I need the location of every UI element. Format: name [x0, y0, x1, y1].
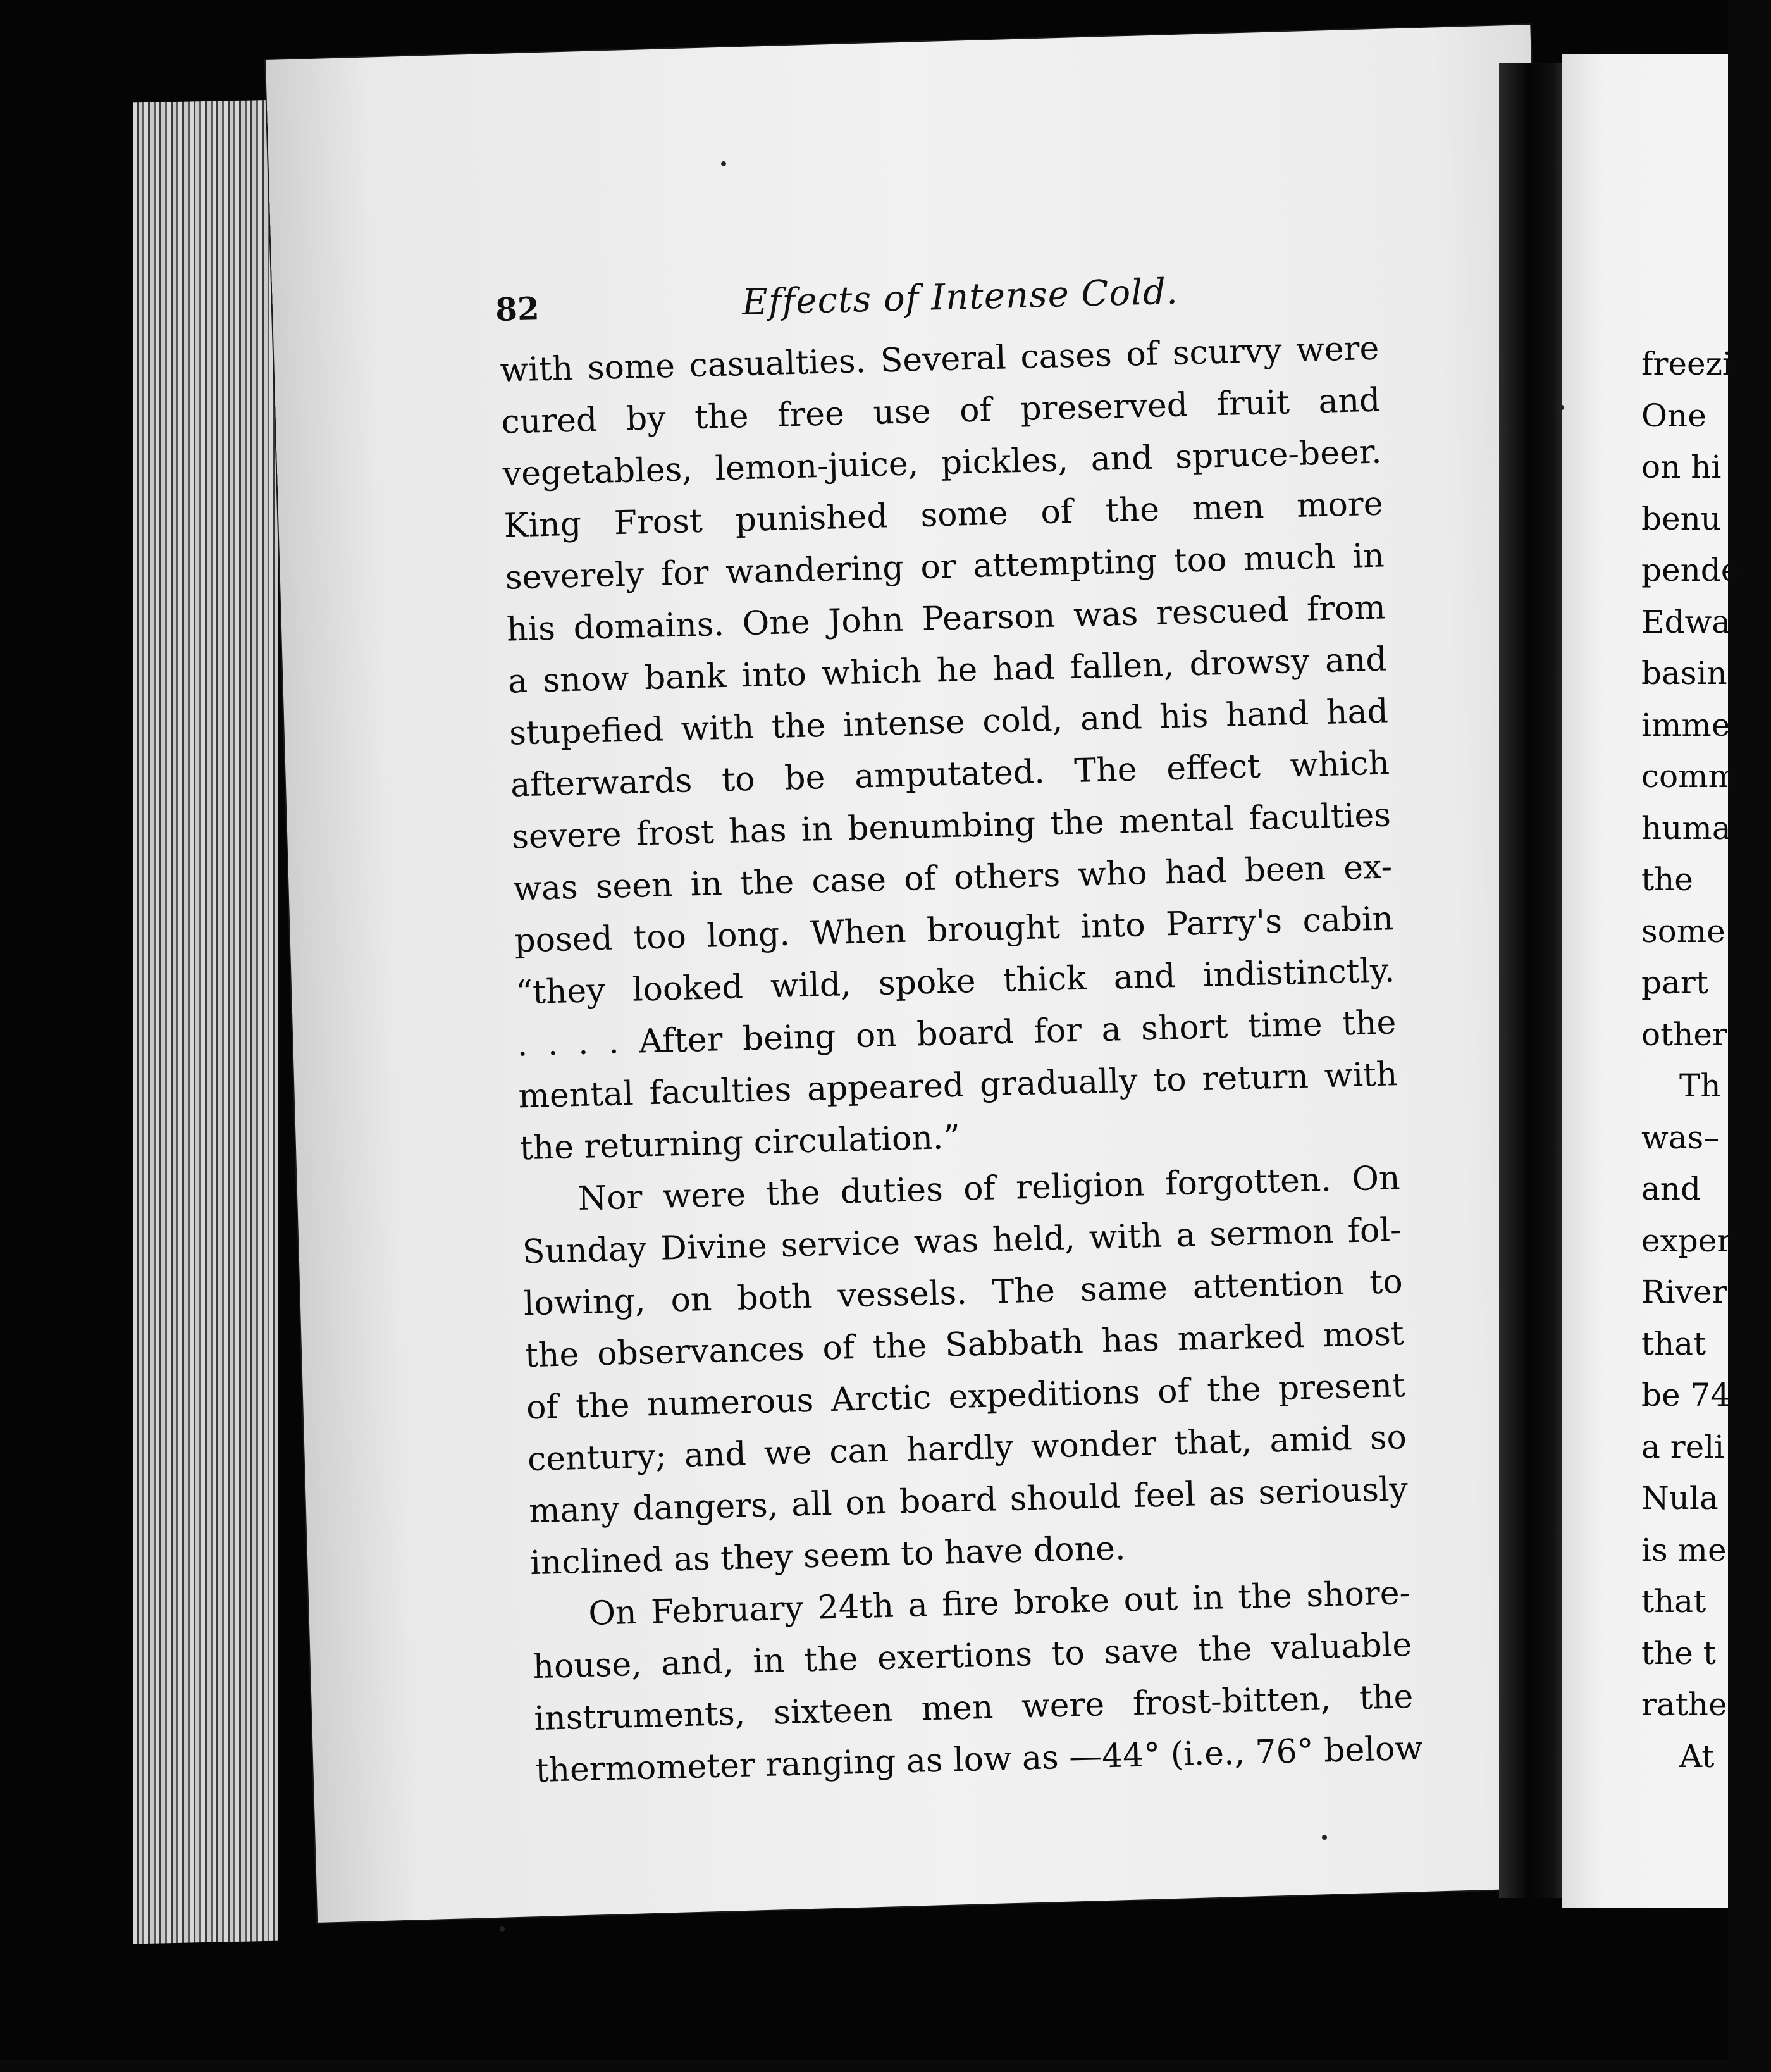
- text-line: on hi: [1641, 449, 1722, 485]
- text-line: with some casualties. Several cases of scurvy were: [499, 329, 1379, 390]
- body-text: [499, 323, 1424, 1797]
- text-line: was–: [1641, 1119, 1720, 1156]
- text-line: vegetables, lemon-juice, pickles, and spruce-beer.: [502, 433, 1383, 493]
- text-line: that: [1641, 1583, 1706, 1620]
- text-line: the observances of the Sabbath has marked most: [524, 1315, 1405, 1375]
- text-line: part: [1641, 964, 1708, 1001]
- text-line: . . . . After being on board for a short time the: [516, 1003, 1397, 1064]
- text-line: mental faculties appeared gradually to return with: [517, 1055, 1398, 1116]
- text-line: “they looked wild, spoke thick and indistinctly.: [515, 952, 1395, 1012]
- text-line: is me: [1641, 1531, 1727, 1568]
- text-line: lowing, on both vessels. The same attention to: [523, 1263, 1404, 1324]
- text-line: comm: [1641, 758, 1738, 795]
- text-line: Nor were the duties of religion forgotten. On: [577, 1159, 1401, 1219]
- text-line: pende: [1641, 552, 1740, 588]
- text-line: severely for wandering or attempting too much in: [505, 537, 1385, 597]
- text-line: a reli: [1641, 1428, 1725, 1465]
- text-line: be 74: [1641, 1377, 1731, 1413]
- text-line: thermometer ranging as low as —44° (i.e., 76° below: [534, 1729, 1424, 1790]
- text-line: the: [1641, 861, 1693, 898]
- text-line: other: [1641, 1015, 1727, 1053]
- text-line: On February 24th a fire broke out in the shore-: [588, 1573, 1411, 1633]
- text-line: One: [1641, 397, 1706, 434]
- dust-speck: [1322, 1835, 1327, 1840]
- text-line: River: [1641, 1274, 1727, 1310]
- text-line: Nula: [1641, 1480, 1719, 1517]
- text-line: was seen in the case of others who had been ex-: [512, 848, 1393, 909]
- text-line: posed too long. When brought into Parry's cabin: [514, 900, 1394, 960]
- text-line: basin: [1641, 655, 1727, 692]
- text-line: Edwa: [1641, 603, 1731, 640]
- text-line: severe frost has in benumbing the mental faculties: [511, 796, 1392, 857]
- page-number: 82: [495, 290, 540, 328]
- text-line: and: [1641, 1170, 1701, 1207]
- text-line: a snow bank into which he had fallen, drowsy and: [507, 640, 1388, 701]
- text-line: rathe: [1641, 1686, 1727, 1723]
- text-line: huma: [1641, 809, 1731, 847]
- text-line: stupefied with the intense cold, and his hand had: [509, 692, 1389, 753]
- text-line: At: [1679, 1737, 1715, 1775]
- text-line: exper: [1641, 1222, 1732, 1259]
- running-head: Effects of Intense Cold.: [741, 271, 1179, 324]
- dust-speck: [1559, 405, 1564, 410]
- text-line: imme: [1641, 706, 1731, 743]
- text-line: inclined as they seem to have done.: [529, 1529, 1126, 1583]
- text-line: instruments, sixteen men were frost-bitten, the: [533, 1677, 1414, 1739]
- text-line: the returning circulation.”: [519, 1118, 961, 1168]
- text-line: King Frost punished some of the men more: [503, 485, 1384, 545]
- dust-speck: [721, 161, 726, 166]
- right-page-text: [1641, 338, 1740, 1782]
- text-line: benu: [1641, 500, 1722, 537]
- text-line: cured by the free use of preserved fruit and: [500, 381, 1381, 442]
- text-line: many dangers, all on board should feel as seriously: [528, 1470, 1409, 1531]
- text-line: Th: [1679, 1067, 1721, 1104]
- text-line: Sunday Divine service was held, with a sermon fol-: [522, 1211, 1402, 1272]
- text-line: the t: [1641, 1634, 1716, 1672]
- text-line: his domains. One John Pearson was rescued from: [506, 588, 1386, 649]
- text-line: house, and, in the exertions to save the valuable: [532, 1625, 1412, 1687]
- text-line: freezi: [1641, 345, 1732, 382]
- text-line: that: [1641, 1325, 1706, 1362]
- text-line: some: [1641, 912, 1725, 950]
- dust-speck: [500, 1926, 505, 1932]
- text-line: century; and we can hardly wonder that, amid so: [527, 1418, 1407, 1479]
- text-line: of the numerous Arctic expeditions of the present: [526, 1367, 1406, 1427]
- text-line: afterwards to be amputated. The effect which: [510, 744, 1390, 805]
